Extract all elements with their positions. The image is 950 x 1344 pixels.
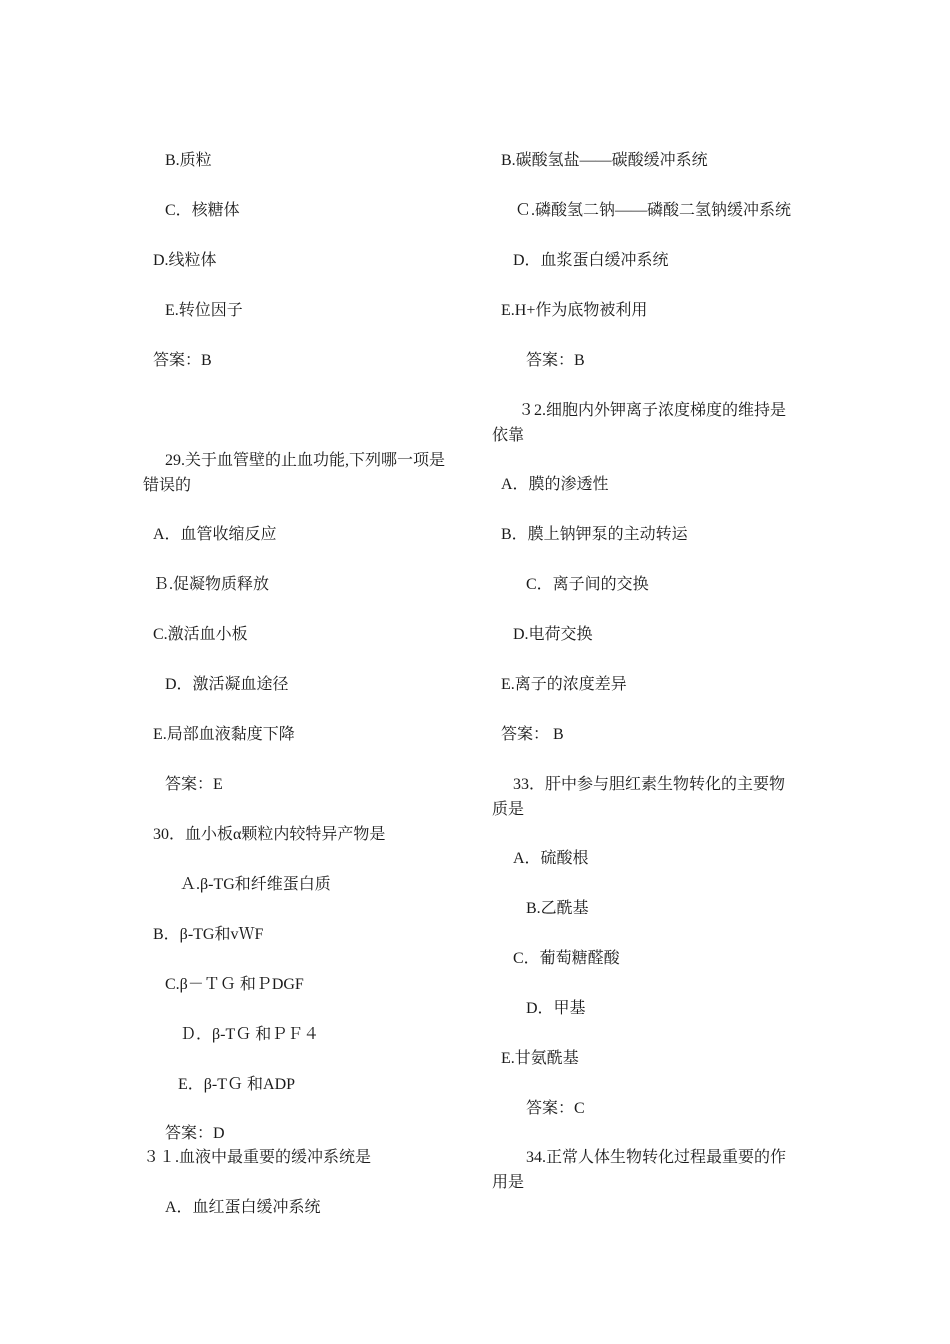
q29-option-d: D．激活凝血途径	[165, 676, 289, 693]
q33-option-b: B.乙酰基	[526, 900, 589, 917]
question-33-line1: 33．肝中参与胆红素生物转化的主要物	[513, 776, 786, 793]
answer-28: 答案：B	[153, 352, 212, 369]
q33-option-d: D．甲基	[526, 1000, 586, 1017]
q33-option-a: A．硫酸根	[513, 850, 589, 867]
option-e-transposon: E.转位因子	[165, 302, 243, 319]
question-34-line1: 34.正常人体生物转化过程最重要的作	[526, 1149, 787, 1166]
answer-33: 答案：C	[526, 1100, 585, 1117]
q30-option-b: B．β-TG和vＷF	[153, 926, 264, 943]
answer-32: 答案： B	[501, 726, 564, 743]
q31-option-c: Ｃ.磷酸氢二钠——磷酸二氢钠缓冲系统	[515, 202, 792, 219]
q30-option-a: Ａ.β-TG和纤维蛋白质	[180, 876, 331, 893]
option-c-ribosome: C．核糖体	[165, 202, 240, 219]
answer-29: 答案：E	[165, 776, 223, 793]
q31-option-b: B.碳酸氢盐——碳酸缓冲系统	[501, 152, 708, 169]
q29-option-b: Ｂ.促凝物质释放	[153, 576, 270, 593]
question-30: 30．血小板α颗粒内较特异产物是	[153, 826, 386, 843]
question-32-line1: ３2.细胞内外钾离子浓度梯度的维持是	[518, 402, 787, 419]
q30-option-c: C.β－ＴＧ 和ＰDGF	[165, 976, 304, 993]
q33-option-c: C．葡萄糖醛酸	[513, 950, 620, 967]
q31-option-a: A．血红蛋白缓冲系统	[165, 1199, 321, 1216]
question-34-line2: 用是	[492, 1174, 525, 1191]
answer-31: 答案：B	[526, 352, 585, 369]
q30-option-d: Ｄ．β-TＧ 和ＰＦ４	[180, 1026, 320, 1043]
q32-option-e: E.离子的浓度差异	[501, 676, 627, 693]
question-29-line1: 29.关于血管壁的止血功能,下列哪一项是	[165, 452, 446, 469]
option-b-plasmid: B.质粒	[165, 152, 212, 169]
question-29-line2: 错误的	[143, 477, 192, 494]
q32-option-c: C．离子间的交换	[526, 576, 649, 593]
q29-option-a: A．血管收缩反应	[153, 526, 277, 543]
question-33-line2: 质是	[492, 801, 525, 818]
option-d-mitochondria: D.线粒体	[153, 252, 217, 269]
q32-option-d: D.电荷交换	[513, 626, 593, 643]
q31-option-d: D．血浆蛋白缓冲系统	[513, 252, 669, 269]
q33-option-e: E.甘氨酰基	[501, 1050, 579, 1067]
q29-option-e: E.局部血液黏度下降	[153, 726, 295, 743]
q30-option-e: E．β-TＧ 和ADP	[178, 1076, 296, 1093]
answer-30: 答案：D	[165, 1125, 225, 1142]
question-32-line2: 依靠	[492, 427, 525, 444]
question-31: ３１.血液中最重要的缓冲系统是	[143, 1149, 372, 1166]
q29-option-c: C.激活血小板	[153, 626, 248, 643]
q32-option-a: A．膜的渗透性	[501, 476, 609, 493]
q31-option-e: E.H+作为底物被利用	[501, 302, 648, 319]
q32-option-b: B．膜上钠钾泵的主动转运	[501, 526, 688, 543]
